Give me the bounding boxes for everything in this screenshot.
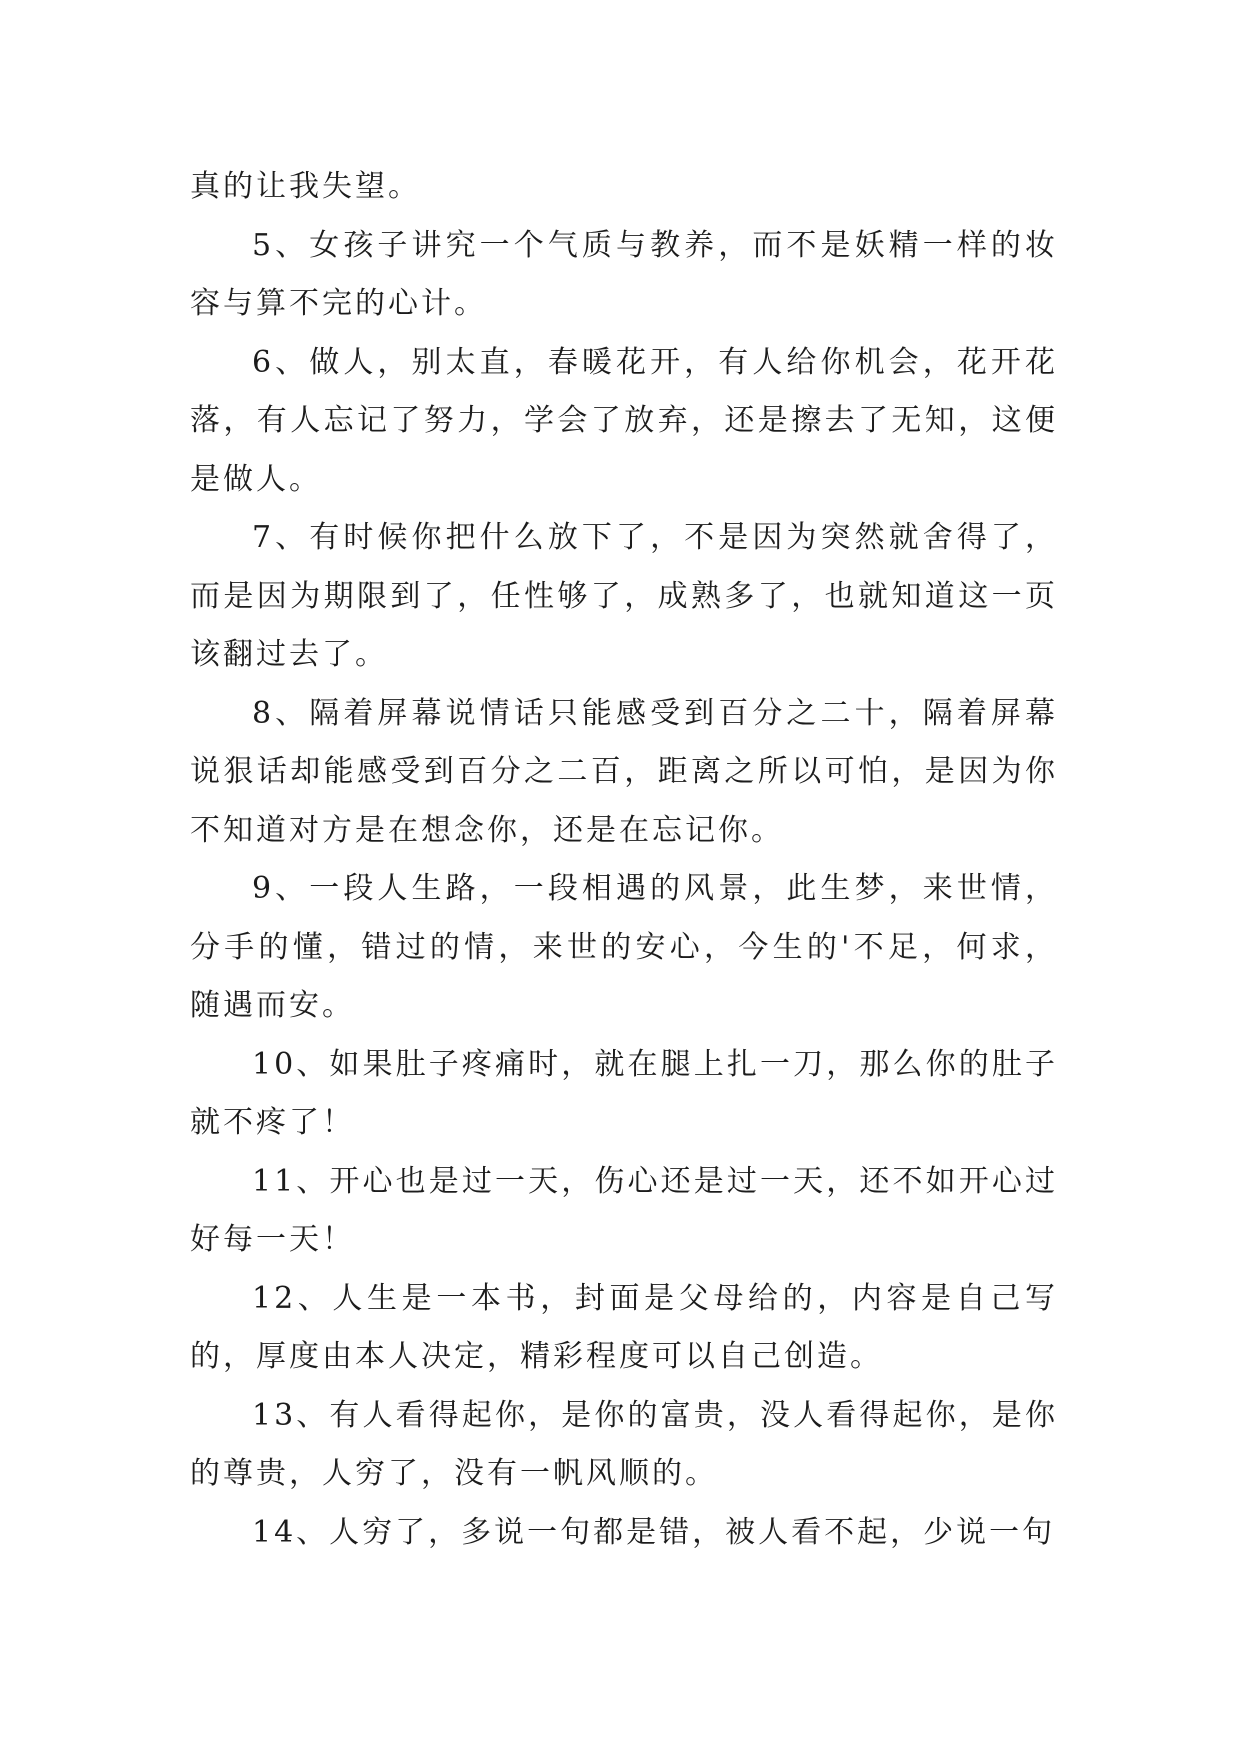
document-body: [190, 158, 1058, 1562]
paragraph-6: 10、如果肚子疼痛时，就在腿上扎一刀，那么你的肚子就不疼了！: [190, 1046, 1058, 1140]
paragraph-4: 8、隔着屏幕说情话只能感受到百分之二十，隔着屏幕说狠话却能感受到百分之二百，距离之所以可怕，是因为你不知道对方是在想念你，还是在忘记你。: [190, 695, 1058, 848]
paragraph-0: 真的让我失望。: [190, 169, 421, 204]
paragraph-10: 14、人穷了，多说一句都是错，被人看不起，少说一句: [252, 1514, 1056, 1550]
paragraph-2: 6、做人，别太直，春暖花开，有人给你机会，花开花落，有人忘记了努力，学会了放弃，还是擦去了无知，这便是做人。: [190, 344, 1058, 497]
paragraph-7: 11、开心也是过一天，伤心还是过一天，还不如开心过好每一天！: [190, 1163, 1058, 1257]
paragraph-3: 7、有时候你把什么放下了，不是因为突然就舍得了，而是因为期限到了，任性够了，成熟多了，也就知道这一页该翻过去了。: [190, 520, 1058, 672]
paragraph-8: 12、人生是一本书，封面是父母给的，内容是自己写的，厚度由本人决定，精彩程度可以自己创造。: [190, 1280, 1058, 1374]
paragraph-1: 5、女孩子讲究一个气质与教养，而不是妖精一样的妆容与算不完的心计。: [190, 227, 1058, 321]
paragraph-9: 13、有人看得起你，是你的富贵，没人看得起你，是你的尊贵，人穷了，没有一帆风顺的。: [190, 1397, 1058, 1491]
paragraph-5: 9、一段人生路，一段相遇的风景，此生梦，来世情，分手的懂，错过的情，来世的安心，今生的'不足，何求，随遇而安。: [190, 871, 1058, 1023]
